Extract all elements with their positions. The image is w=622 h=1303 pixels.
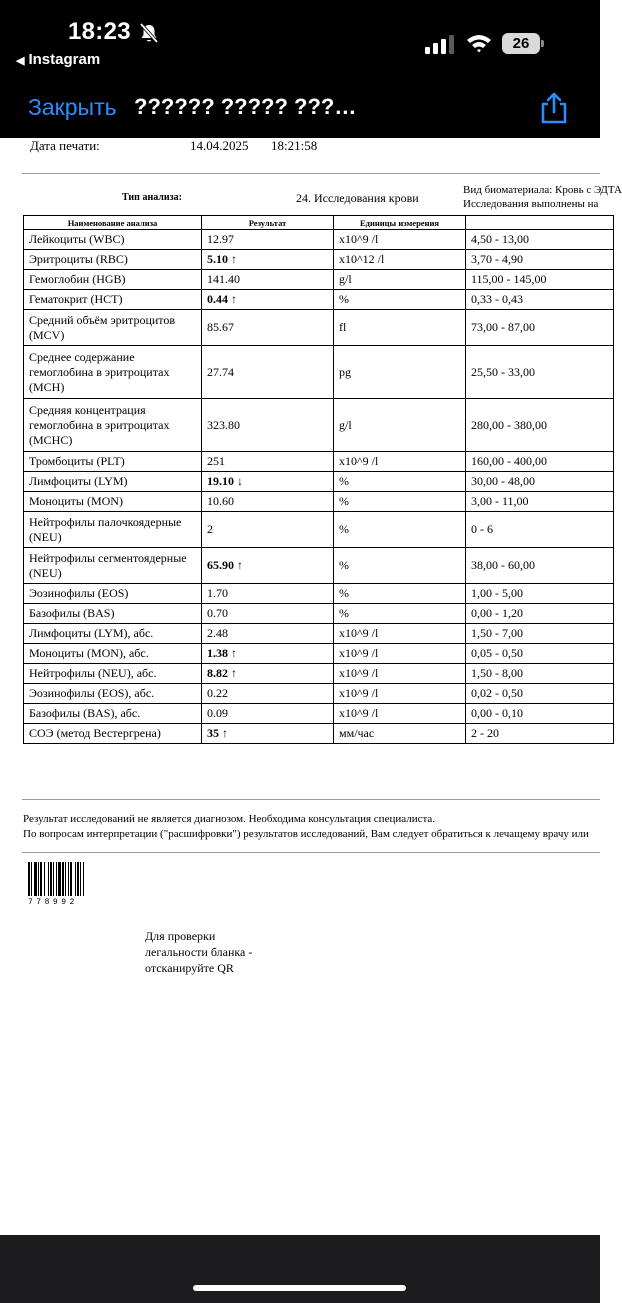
analysis-name: Среднее содержание гемоглобина в эритроцитах (MCH)	[24, 346, 202, 399]
unit-value: x10^9 /l	[334, 452, 466, 472]
result-value: 323.80	[202, 399, 334, 452]
table-row	[24, 644, 614, 664]
battery-indicator	[502, 33, 544, 54]
top-bar	[0, 0, 600, 138]
unit-value: %	[334, 548, 466, 584]
analysis-name: Лимфоциты (LYM), абс.	[24, 624, 202, 644]
result-value: 0.44 ↑	[202, 290, 334, 310]
qr-instruction: Для проверки легальности бланка - отсканируйте QR	[145, 929, 253, 975]
table-row	[24, 512, 614, 548]
analysis-name: Базофилы (BAS)	[24, 604, 202, 624]
analysis-name: Эозинофилы (EOS), абс.	[24, 684, 202, 704]
analysis-name: Гематокрит (HCT)	[24, 290, 202, 310]
bell-slash-icon	[138, 22, 160, 44]
back-to-app-link[interactable]: ◀ Instagram	[16, 51, 101, 68]
table-row	[24, 624, 614, 644]
table-row	[24, 604, 614, 624]
biomaterial-line-2: Исследования выполнены на	[463, 198, 599, 210]
result-value: 35 ↑	[202, 724, 334, 744]
analysis-name: Лимфоциты (LYM)	[24, 472, 202, 492]
disclaimer-line-2: По вопросам интерпретации ("расшифровки") результатов исследований, Вам следует обратиться к лечащему врачу или	[23, 828, 589, 840]
unit-value: g/l	[334, 399, 466, 452]
unit-value: %	[334, 290, 466, 310]
analysis-name: Нейтрофилы (NEU), абс.	[24, 664, 202, 684]
unit-value: %	[334, 584, 466, 604]
reference-range: 115,00 - 145,00	[466, 270, 614, 290]
analysis-name: Средний объём эритроцитов (MCV)	[24, 310, 202, 346]
reference-range: 0 - 6	[466, 512, 614, 548]
print-date-label: Дата печати:	[30, 138, 100, 153]
table-row	[24, 290, 614, 310]
reference-range: 0,33 - 0,43	[466, 290, 614, 310]
analysis-type-label: Тип анализа:	[122, 192, 183, 203]
unit-value: x10^9 /l	[334, 644, 466, 664]
analysis-type-value: 24. Исследования крови	[296, 191, 419, 205]
result-value: 0.70	[202, 604, 334, 624]
analysis-name: Нейтрофилы палочкоядерные (NEU)	[24, 512, 202, 548]
close-button[interactable]: Закрыть	[28, 94, 117, 120]
table-row	[24, 452, 614, 472]
result-value: 1.70	[202, 584, 334, 604]
unit-value: x10^9 /l	[334, 684, 466, 704]
analysis-name: СОЭ (метод Вестергрена)	[24, 724, 202, 744]
reference-range: 1,00 - 5,00	[466, 584, 614, 604]
reference-range: 3,00 - 11,00	[466, 492, 614, 512]
table-row	[24, 270, 614, 290]
table-row	[24, 724, 614, 744]
column-header: Единицы измерения	[334, 216, 466, 230]
analysis-name: Моноциты (MON)	[24, 492, 202, 512]
table-row	[24, 250, 614, 270]
analysis-name: Эозинофилы (EOS)	[24, 584, 202, 604]
unit-value: мм/час	[334, 724, 466, 744]
result-value: 5.10 ↑	[202, 250, 334, 270]
print-time: 18:21:58	[271, 138, 318, 153]
reference-range: 1,50 - 7,00	[466, 624, 614, 644]
biomaterial-line-1: Вид биоматериала: Кровь с ЭДТА	[463, 184, 622, 196]
result-value: 8.82 ↑	[202, 664, 334, 684]
divider	[22, 799, 600, 800]
battery-level: 26	[502, 33, 540, 54]
unit-value: x10^12 /l	[334, 250, 466, 270]
reference-range: 160,00 - 400,00	[466, 452, 614, 472]
table-row	[24, 399, 614, 452]
reference-range: 73,00 - 87,00	[466, 310, 614, 346]
reference-range: 4,50 - 13,00	[466, 230, 614, 250]
result-value: 19.10 ↓	[202, 472, 334, 492]
table-row	[24, 230, 614, 250]
analysis-name: Моноциты (MON), абс.	[24, 644, 202, 664]
analysis-name: Тромбоциты (PLT)	[24, 452, 202, 472]
reference-range: 0,00 - 1,20	[466, 604, 614, 624]
document-view[interactable]	[0, 138, 622, 1235]
result-value: 65.90 ↑	[202, 548, 334, 584]
table-row	[24, 472, 614, 492]
column-header: Наименование анализа	[24, 216, 202, 230]
unit-value: %	[334, 492, 466, 512]
reference-range: 30,00 - 48,00	[466, 472, 614, 492]
home-indicator[interactable]	[193, 1285, 406, 1291]
unit-value: x10^9 /l	[334, 624, 466, 644]
unit-value: %	[334, 604, 466, 624]
cellular-signal-icon	[425, 34, 455, 54]
reference-range: 0,05 - 0,50	[466, 644, 614, 664]
reference-range: 38,00 - 60,00	[466, 548, 614, 584]
unit-value: %	[334, 512, 466, 548]
analysis-name: Нейтрофилы сегментоядерные (NEU)	[24, 548, 202, 584]
reference-range: 2 - 20	[466, 724, 614, 744]
document-title: ?????? ????? ???…	[134, 94, 357, 119]
analysis-name: Базофилы (BAS), абс.	[24, 704, 202, 724]
table-row	[24, 684, 614, 704]
unit-value: pg	[334, 346, 466, 399]
divider	[22, 852, 600, 853]
share-icon[interactable]	[539, 92, 569, 124]
disclaimer-line-1: Результат исследований не является диагнозом. Необходима консультация специалиста.	[23, 813, 436, 825]
table-row	[24, 492, 614, 512]
unit-value: x10^9 /l	[334, 230, 466, 250]
reference-range: 3,70 - 4,90	[466, 250, 614, 270]
table-row	[24, 346, 614, 399]
unit-value: fl	[334, 310, 466, 346]
table-row	[24, 310, 614, 346]
reference-range: 0,00 - 0,10	[466, 704, 614, 724]
analysis-name: Средняя концентрация гемоглобина в эритроцитах (MCHC)	[24, 399, 202, 452]
unit-value: g/l	[334, 270, 466, 290]
result-value: 85.67	[202, 310, 334, 346]
result-value: 0.09	[202, 704, 334, 724]
table-row	[24, 584, 614, 604]
table-row	[24, 704, 614, 724]
divider	[22, 173, 600, 174]
unit-value: x10^9 /l	[334, 704, 466, 724]
result-value: 10.60	[202, 492, 334, 512]
column-header: Результат	[202, 216, 334, 230]
result-value: 2	[202, 512, 334, 548]
result-value: 141.40	[202, 270, 334, 290]
barcode-number: 778992	[28, 898, 78, 907]
analysis-name: Гемоглобин (HGB)	[24, 270, 202, 290]
analysis-name: Лейкоциты (WBC)	[24, 230, 202, 250]
result-value: 2.48	[202, 624, 334, 644]
analysis-name: Эритроциты (RBC)	[24, 250, 202, 270]
result-value: 1.38 ↑	[202, 644, 334, 664]
status-time: 18:23	[68, 18, 131, 45]
reference-range: 0,02 - 0,50	[466, 684, 614, 704]
result-value: 0.22	[202, 684, 334, 704]
print-date: 14.04.2025	[190, 138, 249, 153]
unit-value: %	[334, 472, 466, 492]
result-value: 12.97	[202, 230, 334, 250]
result-value: 251	[202, 452, 334, 472]
results-table	[23, 215, 614, 744]
table-row	[24, 664, 614, 684]
wifi-icon	[466, 33, 492, 53]
unit-value: x10^9 /l	[334, 664, 466, 684]
reference-range: 1,50 - 8,00	[466, 664, 614, 684]
reference-range: 25,50 - 33,00	[466, 346, 614, 399]
table-row	[24, 548, 614, 584]
column-header	[466, 216, 614, 230]
back-app-label: Instagram	[28, 51, 101, 68]
result-value: 27.74	[202, 346, 334, 399]
bottom-bar	[0, 1235, 600, 1303]
reference-range: 280,00 - 380,00	[466, 399, 614, 452]
